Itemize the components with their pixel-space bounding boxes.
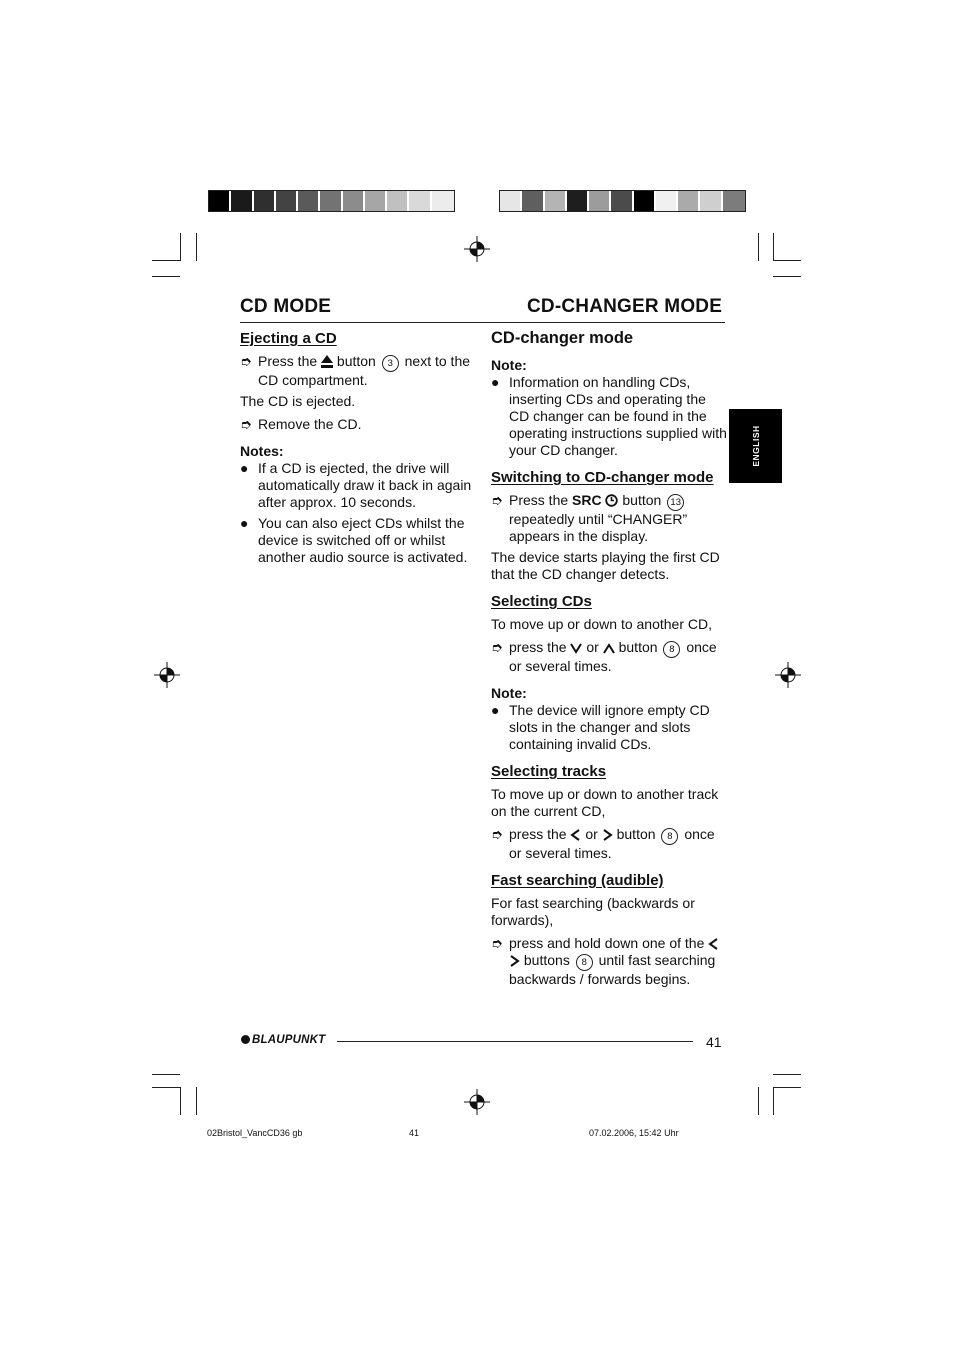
- section-heading-fast-search: Fast searching (audible): [491, 872, 664, 889]
- color-swatch: [545, 191, 567, 211]
- crop-mark: [152, 1087, 180, 1088]
- chevron-right-icon: [602, 829, 613, 841]
- bullet-icon: ●: [240, 515, 249, 531]
- section-heading-switching: Switching to CD-changer mode: [491, 469, 714, 486]
- chevron-right-icon: [509, 955, 520, 967]
- page-title-right: CD-CHANGER MODE: [527, 296, 723, 317]
- color-swatch: [298, 191, 320, 211]
- bullet-icon: ●: [491, 702, 500, 718]
- crop-mark: [773, 276, 801, 277]
- color-swatch: [254, 191, 276, 211]
- language-tab-label: ENGLISH: [751, 425, 761, 467]
- section-heading-selecting-tracks: Selecting tracks: [491, 763, 607, 780]
- chevron-up-icon: [603, 643, 615, 654]
- bullet-icon: ●: [240, 460, 249, 476]
- crop-mark: [196, 233, 197, 261]
- color-swatch: [522, 191, 544, 211]
- crop-mark: [773, 1087, 801, 1088]
- crop-mark: [758, 1087, 759, 1115]
- color-swatch: [276, 191, 298, 211]
- crop-mark: [773, 260, 801, 261]
- power-clock-icon: [605, 494, 618, 507]
- step-press-up-down: ➮ press the or button 8 once or several times.: [491, 639, 717, 674]
- registration-mark-icon: [464, 236, 490, 262]
- note-item: ● If a CD is ejected, the drive will automatically draw it back in again after approx. 10 seconds.: [240, 460, 472, 510]
- button-number-badge: 8: [663, 641, 680, 658]
- page-title-left: CD MODE: [240, 296, 332, 317]
- button-number-badge: 3: [382, 355, 399, 372]
- color-swatch: [320, 191, 342, 211]
- crop-mark: [152, 1074, 180, 1075]
- registration-mark-icon: [154, 662, 180, 688]
- registration-mark-icon: [464, 1089, 490, 1115]
- note-item: ● The device will ignore empty CD slots in the changer and slots containing invalid CDs.: [491, 702, 710, 752]
- color-swatch: [387, 191, 409, 211]
- color-swatch: [409, 191, 431, 211]
- print-slug-page: 41: [409, 1128, 420, 1138]
- crop-mark: [196, 1087, 197, 1115]
- note-item: ● Information on handling CDs, inserting CDs and operating the CD changer can be found in the operating instructions supplied with your CD changer.: [491, 374, 727, 458]
- section-heading-ejecting: Ejecting a CD: [240, 330, 337, 347]
- color-bar-left: [208, 190, 455, 212]
- color-swatch: [365, 191, 387, 211]
- button-number-badge: 13: [667, 494, 684, 511]
- intro-text: To move up or down to another track on the current CD,: [491, 786, 719, 819]
- chevron-left-icon: [570, 829, 581, 841]
- step-remove-cd: ➮ Remove the CD.: [240, 416, 362, 432]
- header-rule: [240, 322, 725, 323]
- color-bar-right: [499, 190, 746, 212]
- button-number-badge: 8: [576, 954, 593, 971]
- step-press-hold: ➮ press and hold down one of the buttons 8 until fast searching backwards / forwards begins.: [491, 935, 727, 988]
- footer-rule: [337, 1041, 693, 1042]
- color-swatch: [700, 191, 722, 211]
- color-swatch: [634, 191, 656, 211]
- page-number: 41: [706, 1034, 722, 1050]
- print-slug-file: 02Bristol_VancCD36 gb: [207, 1128, 303, 1138]
- section-title-cd-changer: CD-changer mode: [491, 329, 634, 347]
- note-item: ● You can also eject CDs whilst the device is switched off or whilst another audio source is activated.: [240, 515, 468, 565]
- registration-mark-icon: [775, 662, 801, 688]
- color-swatch: [656, 191, 678, 211]
- arrow-bullet-icon: ➮: [491, 826, 503, 842]
- color-swatch: [611, 191, 633, 211]
- arrow-bullet-icon: ➮: [240, 416, 252, 432]
- arrow-bullet-icon: ➮: [491, 492, 503, 508]
- right-column: [491, 330, 727, 988]
- arrow-bullet-icon: ➮: [491, 639, 503, 655]
- brand-logo: BLAUPUNKT: [241, 1034, 325, 1046]
- color-swatch: [723, 191, 745, 211]
- crop-mark: [152, 260, 180, 261]
- color-swatch: [589, 191, 611, 211]
- arrow-bullet-icon: ➮: [491, 935, 503, 951]
- button-number-badge: 8: [661, 828, 678, 845]
- crop-mark: [773, 1087, 774, 1115]
- crop-mark: [180, 1087, 181, 1115]
- crop-mark: [152, 276, 180, 277]
- crop-mark: [758, 233, 759, 261]
- crop-mark: [773, 1074, 801, 1075]
- step-press-left-right: ➮ press the or button 8 once or several times.: [491, 826, 715, 861]
- color-swatch: [231, 191, 253, 211]
- color-swatch: [678, 191, 700, 211]
- notes-heading: Notes:: [240, 443, 284, 459]
- result-text: The device starts playing the first CD that the CD changer detects.: [491, 549, 720, 582]
- arrow-bullet-icon: ➮: [240, 353, 252, 369]
- note-heading: Note:: [491, 685, 527, 701]
- intro-text: To move up or down to another CD,: [491, 616, 713, 632]
- logo-dot-icon: [241, 1035, 250, 1044]
- step-press-src: ➮ Press the SRC button 13 repeatedly until “CHANGER” appears in the display.: [491, 492, 688, 544]
- color-swatch: [343, 191, 365, 211]
- bullet-icon: ●: [491, 374, 500, 390]
- result-text: The CD is ejected.: [240, 393, 356, 409]
- color-swatch: [500, 191, 522, 211]
- chevron-left-icon: [708, 938, 719, 950]
- chevron-down-icon: [570, 643, 582, 654]
- print-slug-date: 07.02.2006, 15:42 Uhr: [589, 1128, 679, 1138]
- crop-mark: [773, 233, 774, 261]
- left-column: [240, 330, 476, 566]
- intro-text: For fast searching (backwards or forwards),: [491, 895, 695, 928]
- note-heading: Note:: [491, 357, 527, 373]
- color-swatch: [432, 191, 454, 211]
- section-heading-selecting-cds: Selecting CDs: [491, 593, 592, 610]
- crop-mark: [180, 233, 181, 261]
- color-swatch: [567, 191, 589, 211]
- language-tab: [729, 409, 782, 483]
- step-press-eject: ➮ Press the button 3 next to the CD compartment.: [240, 353, 471, 388]
- color-swatch: [209, 191, 231, 211]
- eject-icon: [321, 355, 333, 368]
